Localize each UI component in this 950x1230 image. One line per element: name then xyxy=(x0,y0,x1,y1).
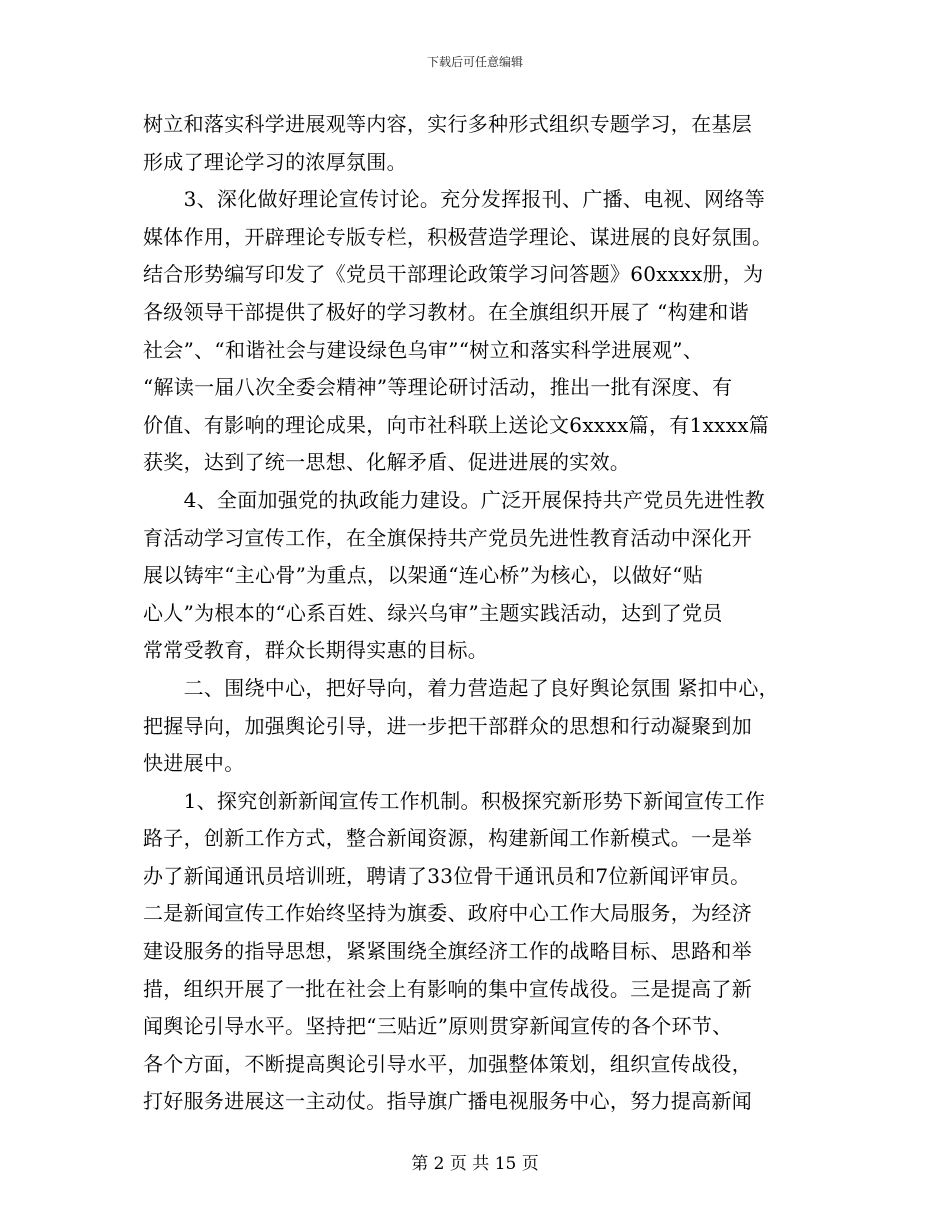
text-line: 打好服务进展这一主动仗。指导旗广播电视服务中心，努力提高新闻 xyxy=(143,1089,752,1114)
text-line: 二、围绕中心，把好导向，着力营造起了良好舆论氛围 紧扣中心， xyxy=(143,675,779,700)
text-line: 社会”、“和谐社会与建设绿色乌审”“树立和落实科学进展观”、 xyxy=(143,337,704,362)
text-line: 措，组织开展了一批在社会上有影响的集中宣传战役。三是提高了新 xyxy=(143,976,752,1001)
text-line: 4、全面加强党的执政能力建设。广泛开展保持共产党员先进性教 xyxy=(143,487,766,512)
text-line: 获奖，达到了统一思想、化解矛盾、促进进展的实效。 xyxy=(143,450,631,475)
text-line: 育活动学习宣传工作，在全旗保持共产党员先进性教育活动中深化开 xyxy=(143,525,752,550)
page-number-footer: 第 2 页 共 15 页 xyxy=(411,1154,539,1174)
text-line: 办了新闻通讯员培训班，聘请了33位骨干通讯员和7位新闻评审员。 xyxy=(143,863,751,888)
text-line: 展以铸牢“主心骨”为重点，以架通“连心桥”为核心，以做好“贴 xyxy=(143,563,704,588)
text-line: 1、探究创新新闻宣传工作机制。积极探究新形势下新闻宣传工作 xyxy=(143,788,766,813)
text-line: 3、深化做好理论宣传讨论。充分发挥报刊、广播、电视、网络等 xyxy=(143,187,766,212)
text-line: 树立和落实科学进展观等内容，实行多种形式组织专题学习，在基层 xyxy=(143,112,752,136)
text-line: 路子，创新工作方式，整合新闻资源，构建新闻工作新模式。一是举 xyxy=(143,826,752,851)
text-line: 各级领导干部提供了极好的学习教材。在全旗组织开展了 “构建和谐 xyxy=(143,299,749,324)
text-line: 二是新闻宣传工作始终坚持为旗委、政府中心工作大局服务，为经济 xyxy=(143,901,752,926)
text-line: 形成了理论学习的浓厚氛围。 xyxy=(143,149,407,174)
text-line: 媒体作用，开辟理论专版专栏，积极营造学理论、谋进展的良好氛围。 xyxy=(143,224,773,249)
text-line: 价值、有影响的理论成果，向市社科联上送论文6xxxx篇，有1xxxx篇 xyxy=(143,412,770,437)
text-line: “解读一届八次全委会精神”等理论研讨活动，推出一批有深度、有 xyxy=(143,375,733,400)
text-line: 建设服务的指导思想，紧紧围绕全旗经济工作的战略目标、思路和举 xyxy=(143,939,752,964)
text-line: 把握导向，加强舆论引导，进一步把干部群众的思想和行动凝聚到加 xyxy=(143,713,752,738)
text-line: 闻舆论引导水平。坚持把“三贴近”原则贯穿新闻宣传的各个环节、 xyxy=(143,1014,733,1039)
page-header-note: 下载后可任意编辑 xyxy=(426,55,523,69)
text-line: 快进展中。 xyxy=(143,751,245,776)
text-line: 心人”为根本的“心系百姓、绿兴乌审”主题实践活动，达到了党员 xyxy=(143,600,723,625)
document-body xyxy=(143,106,823,1121)
text-line: 常常受教育，群众长期得实惠的目标。 xyxy=(143,638,489,663)
text-line: 各个方面，不断提高舆论引导水平，加强整体策划，组织宣传战役， xyxy=(143,1051,752,1076)
text-line: 结合形势编写印发了《党员干部理论政策学习问答题》60xxxx册，为 xyxy=(143,262,764,287)
